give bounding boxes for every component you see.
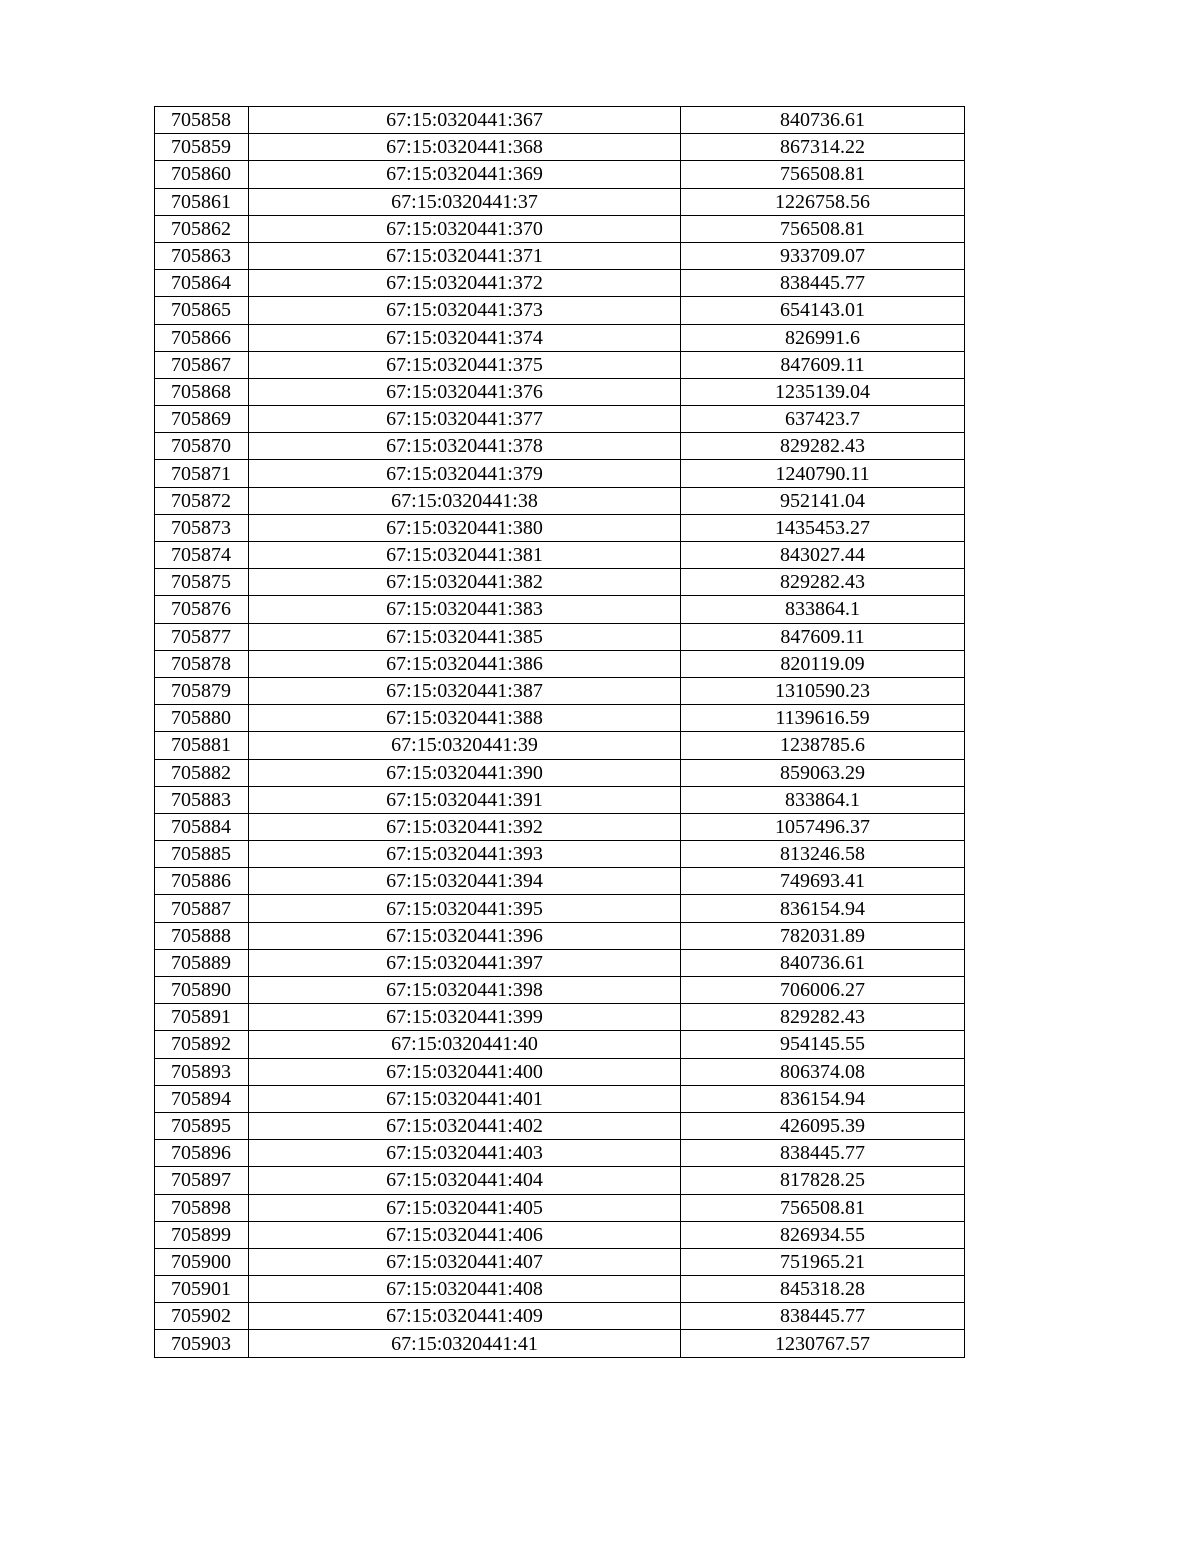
- row-number-cell: 705891: [155, 1004, 249, 1031]
- row-number-cell: 705860: [155, 161, 249, 188]
- cadastral-value-cell: 847609.11: [681, 623, 965, 650]
- cadastral-number-cell: 67:15:0320441:394: [249, 868, 681, 895]
- cadastral-number-cell: 67:15:0320441:392: [249, 813, 681, 840]
- row-number-cell: 705871: [155, 460, 249, 487]
- row-number-cell: 705897: [155, 1167, 249, 1194]
- cadastral-value-cell: 840736.61: [681, 949, 965, 976]
- cadastral-number-cell: 67:15:0320441:404: [249, 1167, 681, 1194]
- row-number-cell: 705887: [155, 895, 249, 922]
- table-row: [155, 1248, 965, 1275]
- table-row: [155, 1004, 965, 1031]
- cadastral-number-cell: 67:15:0320441:407: [249, 1248, 681, 1275]
- cadastral-number-cell: 67:15:0320441:372: [249, 270, 681, 297]
- cadastral-value-cell: 836154.94: [681, 895, 965, 922]
- cadastral-number-cell: 67:15:0320441:409: [249, 1303, 681, 1330]
- table-row: [155, 297, 965, 324]
- table-row: [155, 895, 965, 922]
- table-row: [155, 1058, 965, 1085]
- row-number-cell: 705861: [155, 188, 249, 215]
- cadastral-number-cell: 67:15:0320441:396: [249, 922, 681, 949]
- cadastral-value-cell: 843027.44: [681, 542, 965, 569]
- cadastral-number-cell: 67:15:0320441:377: [249, 406, 681, 433]
- row-number-cell: 705863: [155, 242, 249, 269]
- cadastral-value-cell: 836154.94: [681, 1085, 965, 1112]
- table-row: [155, 134, 965, 161]
- cadastral-number-cell: 67:15:0320441:382: [249, 569, 681, 596]
- cadastral-value-cell: 654143.01: [681, 297, 965, 324]
- table-row: [155, 623, 965, 650]
- table-row: [155, 242, 965, 269]
- cadastral-number-cell: 67:15:0320441:395: [249, 895, 681, 922]
- row-number-cell: 705867: [155, 351, 249, 378]
- cadastral-number-cell: 67:15:0320441:39: [249, 732, 681, 759]
- cadastral-number-cell: 67:15:0320441:391: [249, 786, 681, 813]
- cadastral-number-cell: 67:15:0320441:375: [249, 351, 681, 378]
- row-number-cell: 705892: [155, 1031, 249, 1058]
- table-row: [155, 677, 965, 704]
- table-row: [155, 1140, 965, 1167]
- row-number-cell: 705899: [155, 1221, 249, 1248]
- table-row: [155, 977, 965, 1004]
- cadastral-value-cell: 829282.43: [681, 433, 965, 460]
- cadastral-number-cell: 67:15:0320441:380: [249, 514, 681, 541]
- cadastral-number-cell: 67:15:0320441:376: [249, 378, 681, 405]
- cadastral-number-cell: 67:15:0320441:381: [249, 542, 681, 569]
- cadastral-value-cell: 749693.41: [681, 868, 965, 895]
- table-row: [155, 596, 965, 623]
- cadastral-value-cell: 859063.29: [681, 759, 965, 786]
- row-number-cell: 705875: [155, 569, 249, 596]
- cadastral-value-cell: 838445.77: [681, 270, 965, 297]
- cadastral-value-cell: 838445.77: [681, 1303, 965, 1330]
- table-body: [155, 107, 965, 1358]
- table-row: [155, 351, 965, 378]
- table-row: [155, 188, 965, 215]
- cadastral-number-cell: 67:15:0320441:379: [249, 460, 681, 487]
- row-number-cell: 705894: [155, 1085, 249, 1112]
- cadastral-number-cell: 67:15:0320441:401: [249, 1085, 681, 1112]
- table-row: [155, 107, 965, 134]
- cadastral-number-cell: 67:15:0320441:403: [249, 1140, 681, 1167]
- cadastral-number-cell: 67:15:0320441:40: [249, 1031, 681, 1058]
- cadastral-value-cell: 952141.04: [681, 487, 965, 514]
- row-number-cell: 705869: [155, 406, 249, 433]
- cadastral-value-cell: 1240790.11: [681, 460, 965, 487]
- row-number-cell: 705858: [155, 107, 249, 134]
- row-number-cell: 705884: [155, 813, 249, 840]
- cadastral-number-cell: 67:15:0320441:369: [249, 161, 681, 188]
- cadastral-value-cell: 1310590.23: [681, 677, 965, 704]
- table-row: [155, 949, 965, 976]
- table-row: [155, 215, 965, 242]
- table-row: [155, 514, 965, 541]
- table-row: [155, 161, 965, 188]
- row-number-cell: 705879: [155, 677, 249, 704]
- cadastral-value-cell: 782031.89: [681, 922, 965, 949]
- table-row: [155, 650, 965, 677]
- cadastral-number-cell: 67:15:0320441:399: [249, 1004, 681, 1031]
- cadastral-value-cell: 756508.81: [681, 215, 965, 242]
- cadastral-value-cell: 845318.28: [681, 1276, 965, 1303]
- row-number-cell: 705872: [155, 487, 249, 514]
- cadastral-value-cell: 826934.55: [681, 1221, 965, 1248]
- table-row: [155, 759, 965, 786]
- table-row: [155, 542, 965, 569]
- row-number-cell: 705893: [155, 1058, 249, 1085]
- cadastral-value-cell: 833864.1: [681, 596, 965, 623]
- row-number-cell: 705873: [155, 514, 249, 541]
- table-row: [155, 406, 965, 433]
- cadastral-value-cell: 826991.6: [681, 324, 965, 351]
- cadastral-value-cell: 840736.61: [681, 107, 965, 134]
- cadastral-number-cell: 67:15:0320441:388: [249, 705, 681, 732]
- cadastral-number-cell: 67:15:0320441:400: [249, 1058, 681, 1085]
- table-row: [155, 786, 965, 813]
- cadastral-number-cell: 67:15:0320441:38: [249, 487, 681, 514]
- cadastral-value-cell: 867314.22: [681, 134, 965, 161]
- cadastral-number-cell: 67:15:0320441:370: [249, 215, 681, 242]
- table-row: [155, 1031, 965, 1058]
- row-number-cell: 705866: [155, 324, 249, 351]
- row-number-cell: 705865: [155, 297, 249, 324]
- cadastral-number-cell: 67:15:0320441:393: [249, 841, 681, 868]
- cadastral-value-cell: 829282.43: [681, 1004, 965, 1031]
- table-row: [155, 732, 965, 759]
- table-row: [155, 270, 965, 297]
- cadastral-value-cell: 1226758.56: [681, 188, 965, 215]
- table-row: [155, 841, 965, 868]
- cadastral-value-table: [154, 106, 965, 1358]
- cadastral-value-cell: 820119.09: [681, 650, 965, 677]
- row-number-cell: 705901: [155, 1276, 249, 1303]
- cadastral-number-cell: 67:15:0320441:374: [249, 324, 681, 351]
- cadastral-number-cell: 67:15:0320441:387: [249, 677, 681, 704]
- row-number-cell: 705896: [155, 1140, 249, 1167]
- row-number-cell: 705890: [155, 977, 249, 1004]
- cadastral-value-cell: 1057496.37: [681, 813, 965, 840]
- cadastral-value-cell: 1139616.59: [681, 705, 965, 732]
- cadastral-value-cell: 1235139.04: [681, 378, 965, 405]
- cadastral-value-cell: 813246.58: [681, 841, 965, 868]
- cadastral-number-cell: 67:15:0320441:386: [249, 650, 681, 677]
- table-row: [155, 1221, 965, 1248]
- row-number-cell: 705862: [155, 215, 249, 242]
- cadastral-number-cell: 67:15:0320441:373: [249, 297, 681, 324]
- table-row: [155, 378, 965, 405]
- cadastral-value-cell: 756508.81: [681, 161, 965, 188]
- cadastral-value-cell: 806374.08: [681, 1058, 965, 1085]
- row-number-cell: 705895: [155, 1112, 249, 1139]
- cadastral-number-cell: 67:15:0320441:397: [249, 949, 681, 976]
- row-number-cell: 705882: [155, 759, 249, 786]
- row-number-cell: 705885: [155, 841, 249, 868]
- table-row: [155, 569, 965, 596]
- cadastral-number-cell: 67:15:0320441:408: [249, 1276, 681, 1303]
- cadastral-value-cell: 756508.81: [681, 1194, 965, 1221]
- table-row: [155, 460, 965, 487]
- row-number-cell: 705898: [155, 1194, 249, 1221]
- table-row: [155, 1112, 965, 1139]
- cadastral-value-cell: 1435453.27: [681, 514, 965, 541]
- row-number-cell: 705870: [155, 433, 249, 460]
- row-number-cell: 705868: [155, 378, 249, 405]
- row-number-cell: 705876: [155, 596, 249, 623]
- cadastral-value-cell: 847609.11: [681, 351, 965, 378]
- row-number-cell: 705878: [155, 650, 249, 677]
- cadastral-number-cell: 67:15:0320441:405: [249, 1194, 681, 1221]
- table-row: [155, 1330, 965, 1357]
- cadastral-value-cell: 637423.7: [681, 406, 965, 433]
- row-number-cell: 705864: [155, 270, 249, 297]
- cadastral-number-cell: 67:15:0320441:402: [249, 1112, 681, 1139]
- cadastral-number-cell: 67:15:0320441:378: [249, 433, 681, 460]
- row-number-cell: 705859: [155, 134, 249, 161]
- row-number-cell: 705883: [155, 786, 249, 813]
- row-number-cell: 705903: [155, 1330, 249, 1357]
- cadastral-value-cell: 829282.43: [681, 569, 965, 596]
- cadastral-value-cell: 1230767.57: [681, 1330, 965, 1357]
- row-number-cell: 705886: [155, 868, 249, 895]
- table-row: [155, 324, 965, 351]
- table-row: [155, 1276, 965, 1303]
- table-row: [155, 1085, 965, 1112]
- cadastral-value-cell: 1238785.6: [681, 732, 965, 759]
- row-number-cell: 705880: [155, 705, 249, 732]
- table-row: [155, 433, 965, 460]
- row-number-cell: 705874: [155, 542, 249, 569]
- cadastral-value-cell: 426095.39: [681, 1112, 965, 1139]
- table-row: [155, 922, 965, 949]
- cadastral-value-cell: 817828.25: [681, 1167, 965, 1194]
- cadastral-number-cell: 67:15:0320441:383: [249, 596, 681, 623]
- row-number-cell: 705888: [155, 922, 249, 949]
- row-number-cell: 705881: [155, 732, 249, 759]
- cadastral-number-cell: 67:15:0320441:398: [249, 977, 681, 1004]
- table-row: [155, 1303, 965, 1330]
- table-row: [155, 1167, 965, 1194]
- cadastral-value-cell: 933709.07: [681, 242, 965, 269]
- cadastral-value-cell: 954145.55: [681, 1031, 965, 1058]
- table-row: [155, 1194, 965, 1221]
- cadastral-number-cell: 67:15:0320441:371: [249, 242, 681, 269]
- cadastral-number-cell: 67:15:0320441:37: [249, 188, 681, 215]
- cadastral-number-cell: 67:15:0320441:385: [249, 623, 681, 650]
- cadastral-number-cell: 67:15:0320441:390: [249, 759, 681, 786]
- cadastral-value-cell: 706006.27: [681, 977, 965, 1004]
- row-number-cell: 705900: [155, 1248, 249, 1275]
- table-row: [155, 813, 965, 840]
- cadastral-number-cell: 67:15:0320441:368: [249, 134, 681, 161]
- row-number-cell: 705889: [155, 949, 249, 976]
- table-row: [155, 868, 965, 895]
- row-number-cell: 705902: [155, 1303, 249, 1330]
- cadastral-number-cell: 67:15:0320441:367: [249, 107, 681, 134]
- cadastral-number-cell: 67:15:0320441:41: [249, 1330, 681, 1357]
- table-row: [155, 487, 965, 514]
- row-number-cell: 705877: [155, 623, 249, 650]
- cadastral-value-cell: 751965.21: [681, 1248, 965, 1275]
- cadastral-value-cell: 833864.1: [681, 786, 965, 813]
- cadastral-number-cell: 67:15:0320441:406: [249, 1221, 681, 1248]
- cadastral-value-cell: 838445.77: [681, 1140, 965, 1167]
- table-row: [155, 705, 965, 732]
